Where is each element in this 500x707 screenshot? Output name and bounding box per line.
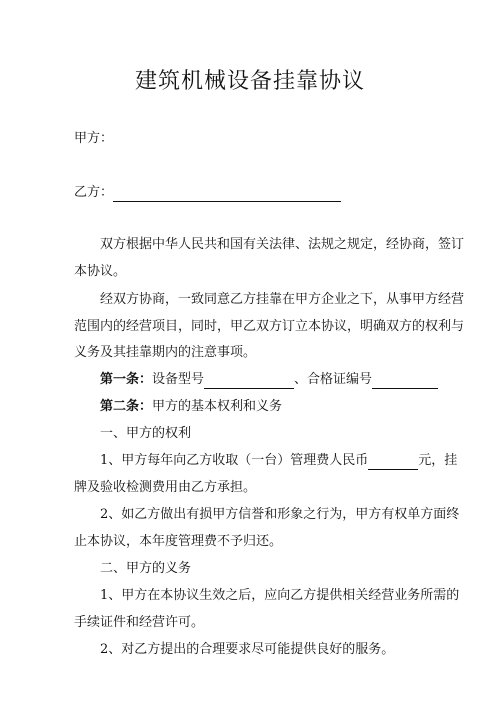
item-1-text-a: 1、甲方每年向乙方收取（一台）管理费人民币 [100,453,369,468]
document-title: 建筑机械设备挂靠协议 [134,69,365,94]
paragraph-1-line-1: 双方根据中华人民共和国有关法律、法规之规定，经协商，签订 [100,237,465,252]
model-blank [204,375,294,389]
duty-2-line-1: 2、对乙方提出的合理要求尽可能提供良好的服务。 [100,642,395,657]
party-a-label: 甲方： [74,131,114,146]
duty-1-line-2: 手续证件和经营许可。 [74,615,205,630]
item-1-text-b: 元，挂 [418,453,458,468]
item-1-line-1 [100,452,457,470]
party-b-label: 乙方： [74,185,114,200]
item-1-line-2: 牌及验收检测费用由乙方承担。 [74,480,257,495]
party-b-line [74,184,341,202]
cert-blank [372,375,438,389]
duty-1-line-1: 1、甲方在本协议生效之后，应向乙方提供相关经营业务所需的 [100,588,460,603]
paragraph-2-line-1: 经双方协商，一致同意乙方挂靠在甲方企业之下，从事甲方经营 [100,292,465,307]
paragraph-2-line-3: 义务及其挂靠期内的注意事项。 [74,345,257,360]
article-2 [100,398,282,416]
article-1 [100,371,438,389]
fee-blank [368,456,418,470]
section-2-heading: 二、甲方的义务 [100,561,192,576]
party-a-line [74,130,113,148]
article-1-cert-label: 、合格证编号 [294,372,373,387]
article-2-text: 甲方的基本权利和义务 [152,399,283,414]
party-b-blank [113,188,341,202]
paragraph-2-line-2: 范围内的经营项目，同时，甲乙双方订立本协议，明确双方的权利与 [74,319,465,334]
item-2-line-2: 止本协议，本年度管理费不予归还。 [74,534,283,549]
paragraph-1-line-2: 本协议。 [74,264,127,279]
article-1-model-label: 设备型号 [152,372,205,387]
article-1-label: 第一条： [100,372,153,387]
item-2-line-1: 2、如乙方做出有损甲方信誉和形象之行为，甲方有权单方面终 [100,507,460,522]
section-1-heading: 一、甲方的权利 [100,426,192,441]
article-2-label: 第二条： [100,399,153,414]
